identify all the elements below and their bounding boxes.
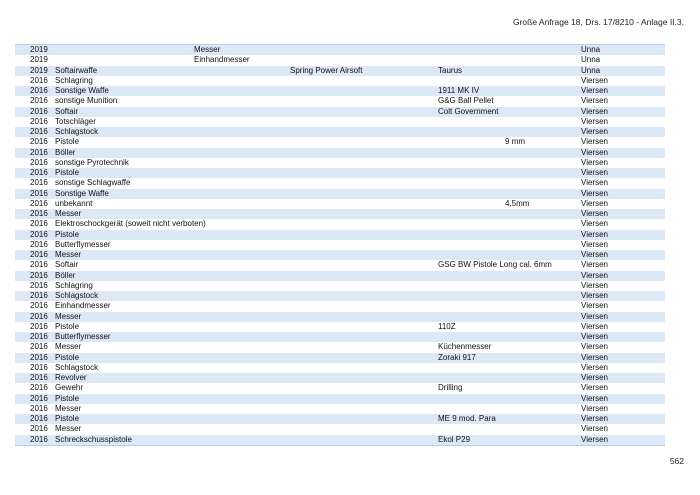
category-cell: Pistole bbox=[55, 393, 80, 403]
category-cell: Schlagstock bbox=[55, 362, 99, 372]
place-cell: Viersen bbox=[581, 393, 608, 403]
table-row bbox=[15, 199, 665, 209]
place-cell: Viersen bbox=[581, 198, 608, 208]
category-cell: sonstige Schlagwaffe bbox=[55, 178, 131, 188]
year-cell: 2016 bbox=[30, 239, 48, 249]
year-cell: 2016 bbox=[30, 116, 48, 126]
year-cell: 2016 bbox=[30, 414, 48, 423]
place-cell: Unna bbox=[581, 65, 601, 75]
place-cell: Viersen bbox=[581, 280, 608, 290]
place-cell: Viersen bbox=[581, 137, 608, 147]
category-cell: Softair bbox=[55, 260, 79, 270]
table-row bbox=[15, 383, 665, 393]
year-cell: 2016 bbox=[30, 270, 48, 280]
place-cell: Viersen bbox=[581, 352, 608, 362]
make-cell: Colt Government bbox=[438, 106, 499, 116]
year-cell: 2016 bbox=[30, 188, 48, 198]
category-cell: Messer bbox=[55, 250, 82, 259]
table-row bbox=[15, 86, 665, 96]
type-cell: Messer bbox=[194, 45, 221, 54]
table-row bbox=[15, 127, 665, 137]
table-row bbox=[15, 435, 665, 445]
model-cell: Spring Power Airsoft bbox=[290, 65, 363, 75]
table-row bbox=[15, 322, 665, 332]
year-cell: 2016 bbox=[30, 362, 48, 372]
table-row bbox=[15, 424, 665, 434]
year-cell: 2016 bbox=[30, 301, 48, 311]
make-cell: G&G Ball Pellet bbox=[438, 96, 494, 106]
place-cell: Viersen bbox=[581, 321, 608, 331]
make-cell: 110Z bbox=[438, 321, 456, 331]
year-cell: 2016 bbox=[30, 291, 48, 300]
caliber-cell: 9 mm bbox=[505, 137, 525, 147]
year-cell: 2016 bbox=[30, 86, 48, 95]
place-cell: Viersen bbox=[581, 403, 608, 413]
place-cell: Viersen bbox=[581, 434, 608, 444]
year-cell: 2016 bbox=[30, 260, 48, 270]
table-row bbox=[15, 96, 665, 106]
category-cell: Pistole bbox=[55, 414, 80, 423]
caliber-cell: 4,5mm bbox=[505, 198, 530, 208]
category-cell: Messer bbox=[55, 209, 82, 218]
category-cell: Pistole bbox=[55, 352, 80, 362]
table-row bbox=[15, 301, 665, 311]
category-cell: Böller bbox=[55, 270, 76, 280]
year-cell: 2016 bbox=[30, 332, 48, 341]
table-row bbox=[15, 158, 665, 168]
year-cell: 2016 bbox=[30, 434, 48, 444]
make-cell: Drilling bbox=[438, 383, 463, 393]
table-row bbox=[15, 45, 665, 55]
year-cell: 2016 bbox=[30, 311, 48, 321]
category-cell: Pistole bbox=[55, 229, 80, 239]
place-cell: Unna bbox=[581, 55, 601, 65]
table-row bbox=[15, 250, 665, 260]
place-cell: Viersen bbox=[581, 106, 608, 116]
category-cell: Butterflymesser bbox=[55, 332, 111, 341]
category-cell: Revolver bbox=[55, 373, 87, 382]
table-row bbox=[15, 414, 665, 424]
year-cell: 2019 bbox=[30, 65, 48, 75]
year-cell: 2016 bbox=[30, 198, 48, 208]
year-cell: 2016 bbox=[30, 403, 48, 413]
table-row bbox=[15, 373, 665, 383]
place-cell: Viersen bbox=[581, 219, 608, 229]
category-cell: Butterflymesser bbox=[55, 239, 111, 249]
category-cell: Pistole bbox=[55, 168, 80, 177]
place-cell: Viersen bbox=[581, 342, 608, 352]
year-cell: 2016 bbox=[30, 168, 48, 177]
place-cell: Viersen bbox=[581, 168, 608, 177]
year-cell: 2016 bbox=[30, 157, 48, 167]
type-cell: Einhandmesser bbox=[194, 55, 250, 65]
place-cell: Viersen bbox=[581, 373, 608, 382]
place-cell: Viersen bbox=[581, 383, 608, 393]
category-cell: sonstige Munition bbox=[55, 96, 118, 106]
place-cell: Viersen bbox=[581, 332, 608, 341]
place-cell: Viersen bbox=[581, 209, 608, 218]
category-cell: Messer bbox=[55, 424, 82, 434]
year-cell: 2016 bbox=[30, 75, 48, 85]
table-row bbox=[15, 394, 665, 404]
category-cell: Messer bbox=[55, 342, 82, 352]
year-cell: 2016 bbox=[30, 280, 48, 290]
table-row bbox=[15, 189, 665, 199]
table-row bbox=[15, 209, 665, 219]
category-cell: unbekannt bbox=[55, 198, 93, 208]
year-cell: 2016 bbox=[30, 383, 48, 393]
category-cell: Sonstige Waffe bbox=[55, 188, 109, 198]
place-cell: Unna bbox=[581, 45, 601, 54]
year-cell: 2016 bbox=[30, 209, 48, 218]
make-cell: ME 9 mod. Para bbox=[438, 414, 496, 423]
category-cell: Messer bbox=[55, 403, 82, 413]
year-cell: 2016 bbox=[30, 321, 48, 331]
table-row bbox=[15, 219, 665, 229]
place-cell: Viersen bbox=[581, 127, 608, 136]
table-row bbox=[15, 66, 665, 76]
table-row bbox=[15, 353, 665, 363]
weapons-table bbox=[15, 44, 665, 446]
year-cell: 2016 bbox=[30, 373, 48, 382]
category-cell: Gewehr bbox=[55, 383, 84, 393]
table-row bbox=[15, 240, 665, 250]
place-cell: Viersen bbox=[581, 270, 608, 280]
table-row bbox=[15, 168, 665, 178]
category-cell: Böller bbox=[55, 147, 76, 157]
place-cell: Viersen bbox=[581, 86, 608, 95]
place-cell: Viersen bbox=[581, 362, 608, 372]
make-cell: Küchenmesser bbox=[438, 342, 492, 352]
place-cell: Viersen bbox=[581, 414, 608, 423]
category-cell: Softairwaffe bbox=[55, 65, 98, 75]
table-row bbox=[15, 117, 665, 127]
table-row bbox=[15, 281, 665, 291]
category-cell: Einhandmesser bbox=[55, 301, 111, 311]
category-cell: Schlagring bbox=[55, 280, 93, 290]
category-cell: Elektroschockgerät (soweit nicht verboten) bbox=[55, 219, 206, 229]
place-cell: Viersen bbox=[581, 116, 608, 126]
year-cell: 2016 bbox=[30, 424, 48, 434]
page-number: 562 bbox=[669, 456, 684, 466]
place-cell: Viersen bbox=[581, 96, 608, 106]
category-cell: Schlagring bbox=[55, 75, 93, 85]
category-cell: Sonstige Waffe bbox=[55, 86, 109, 95]
place-cell: Viersen bbox=[581, 178, 608, 188]
table-row bbox=[15, 260, 665, 270]
place-cell: Viersen bbox=[581, 250, 608, 259]
category-cell: sonstige Pyrotechnik bbox=[55, 157, 129, 167]
table-row bbox=[15, 230, 665, 240]
place-cell: Viersen bbox=[581, 157, 608, 167]
place-cell: Viersen bbox=[581, 260, 608, 270]
place-cell: Viersen bbox=[581, 291, 608, 300]
table-row bbox=[15, 312, 665, 322]
category-cell: Pistole bbox=[55, 321, 80, 331]
make-cell: Zoraki 917 bbox=[438, 352, 476, 362]
year-cell: 2016 bbox=[30, 342, 48, 352]
table-row bbox=[15, 148, 665, 158]
year-cell: 2016 bbox=[30, 178, 48, 188]
category-cell: Pistole bbox=[55, 137, 80, 147]
year-cell: 2016 bbox=[30, 106, 48, 116]
place-cell: Viersen bbox=[581, 239, 608, 249]
year-cell: 2016 bbox=[30, 393, 48, 403]
year-cell: 2016 bbox=[30, 137, 48, 147]
table-row bbox=[15, 291, 665, 301]
place-cell: Viersen bbox=[581, 75, 608, 85]
table-row bbox=[15, 55, 665, 65]
year-cell: 2019 bbox=[30, 55, 48, 65]
table-row bbox=[15, 342, 665, 352]
category-cell: Schlagstock bbox=[55, 127, 99, 136]
make-cell: GSG BW Pistole Long cal. 6mm bbox=[438, 260, 552, 270]
category-cell: Messer bbox=[55, 311, 82, 321]
category-cell: Softair bbox=[55, 106, 79, 116]
place-cell: Viersen bbox=[581, 147, 608, 157]
make-cell: 1911 MK IV bbox=[438, 86, 480, 95]
place-cell: Viersen bbox=[581, 301, 608, 311]
year-cell: 2016 bbox=[30, 147, 48, 157]
table-row bbox=[15, 137, 665, 147]
document-header: Große Anfrage 18, Drs. 17/8210 - Anlage II.3. bbox=[512, 17, 684, 27]
year-cell: 2016 bbox=[30, 250, 48, 259]
table-row bbox=[15, 404, 665, 414]
table-row bbox=[15, 178, 665, 188]
year-cell: 2016 bbox=[30, 127, 48, 136]
place-cell: Viersen bbox=[581, 424, 608, 434]
table-row bbox=[15, 332, 665, 342]
year-cell: 2016 bbox=[30, 352, 48, 362]
make-cell: Ekol P29 bbox=[438, 434, 471, 444]
table-row bbox=[15, 271, 665, 281]
year-cell: 2019 bbox=[30, 45, 48, 54]
place-cell: Viersen bbox=[581, 229, 608, 239]
year-cell: 2016 bbox=[30, 219, 48, 229]
year-cell: 2016 bbox=[30, 96, 48, 106]
category-cell: Schlagstock bbox=[55, 291, 99, 300]
year-cell: 2016 bbox=[30, 229, 48, 239]
category-cell: Schreckschusspistole bbox=[55, 434, 132, 444]
make-cell: Taurus bbox=[438, 65, 463, 75]
table-row bbox=[15, 363, 665, 373]
table-row bbox=[15, 107, 665, 117]
category-cell: Totschläger bbox=[55, 116, 96, 126]
place-cell: Viersen bbox=[581, 311, 608, 321]
place-cell: Viersen bbox=[581, 188, 608, 198]
table-row bbox=[15, 76, 665, 86]
